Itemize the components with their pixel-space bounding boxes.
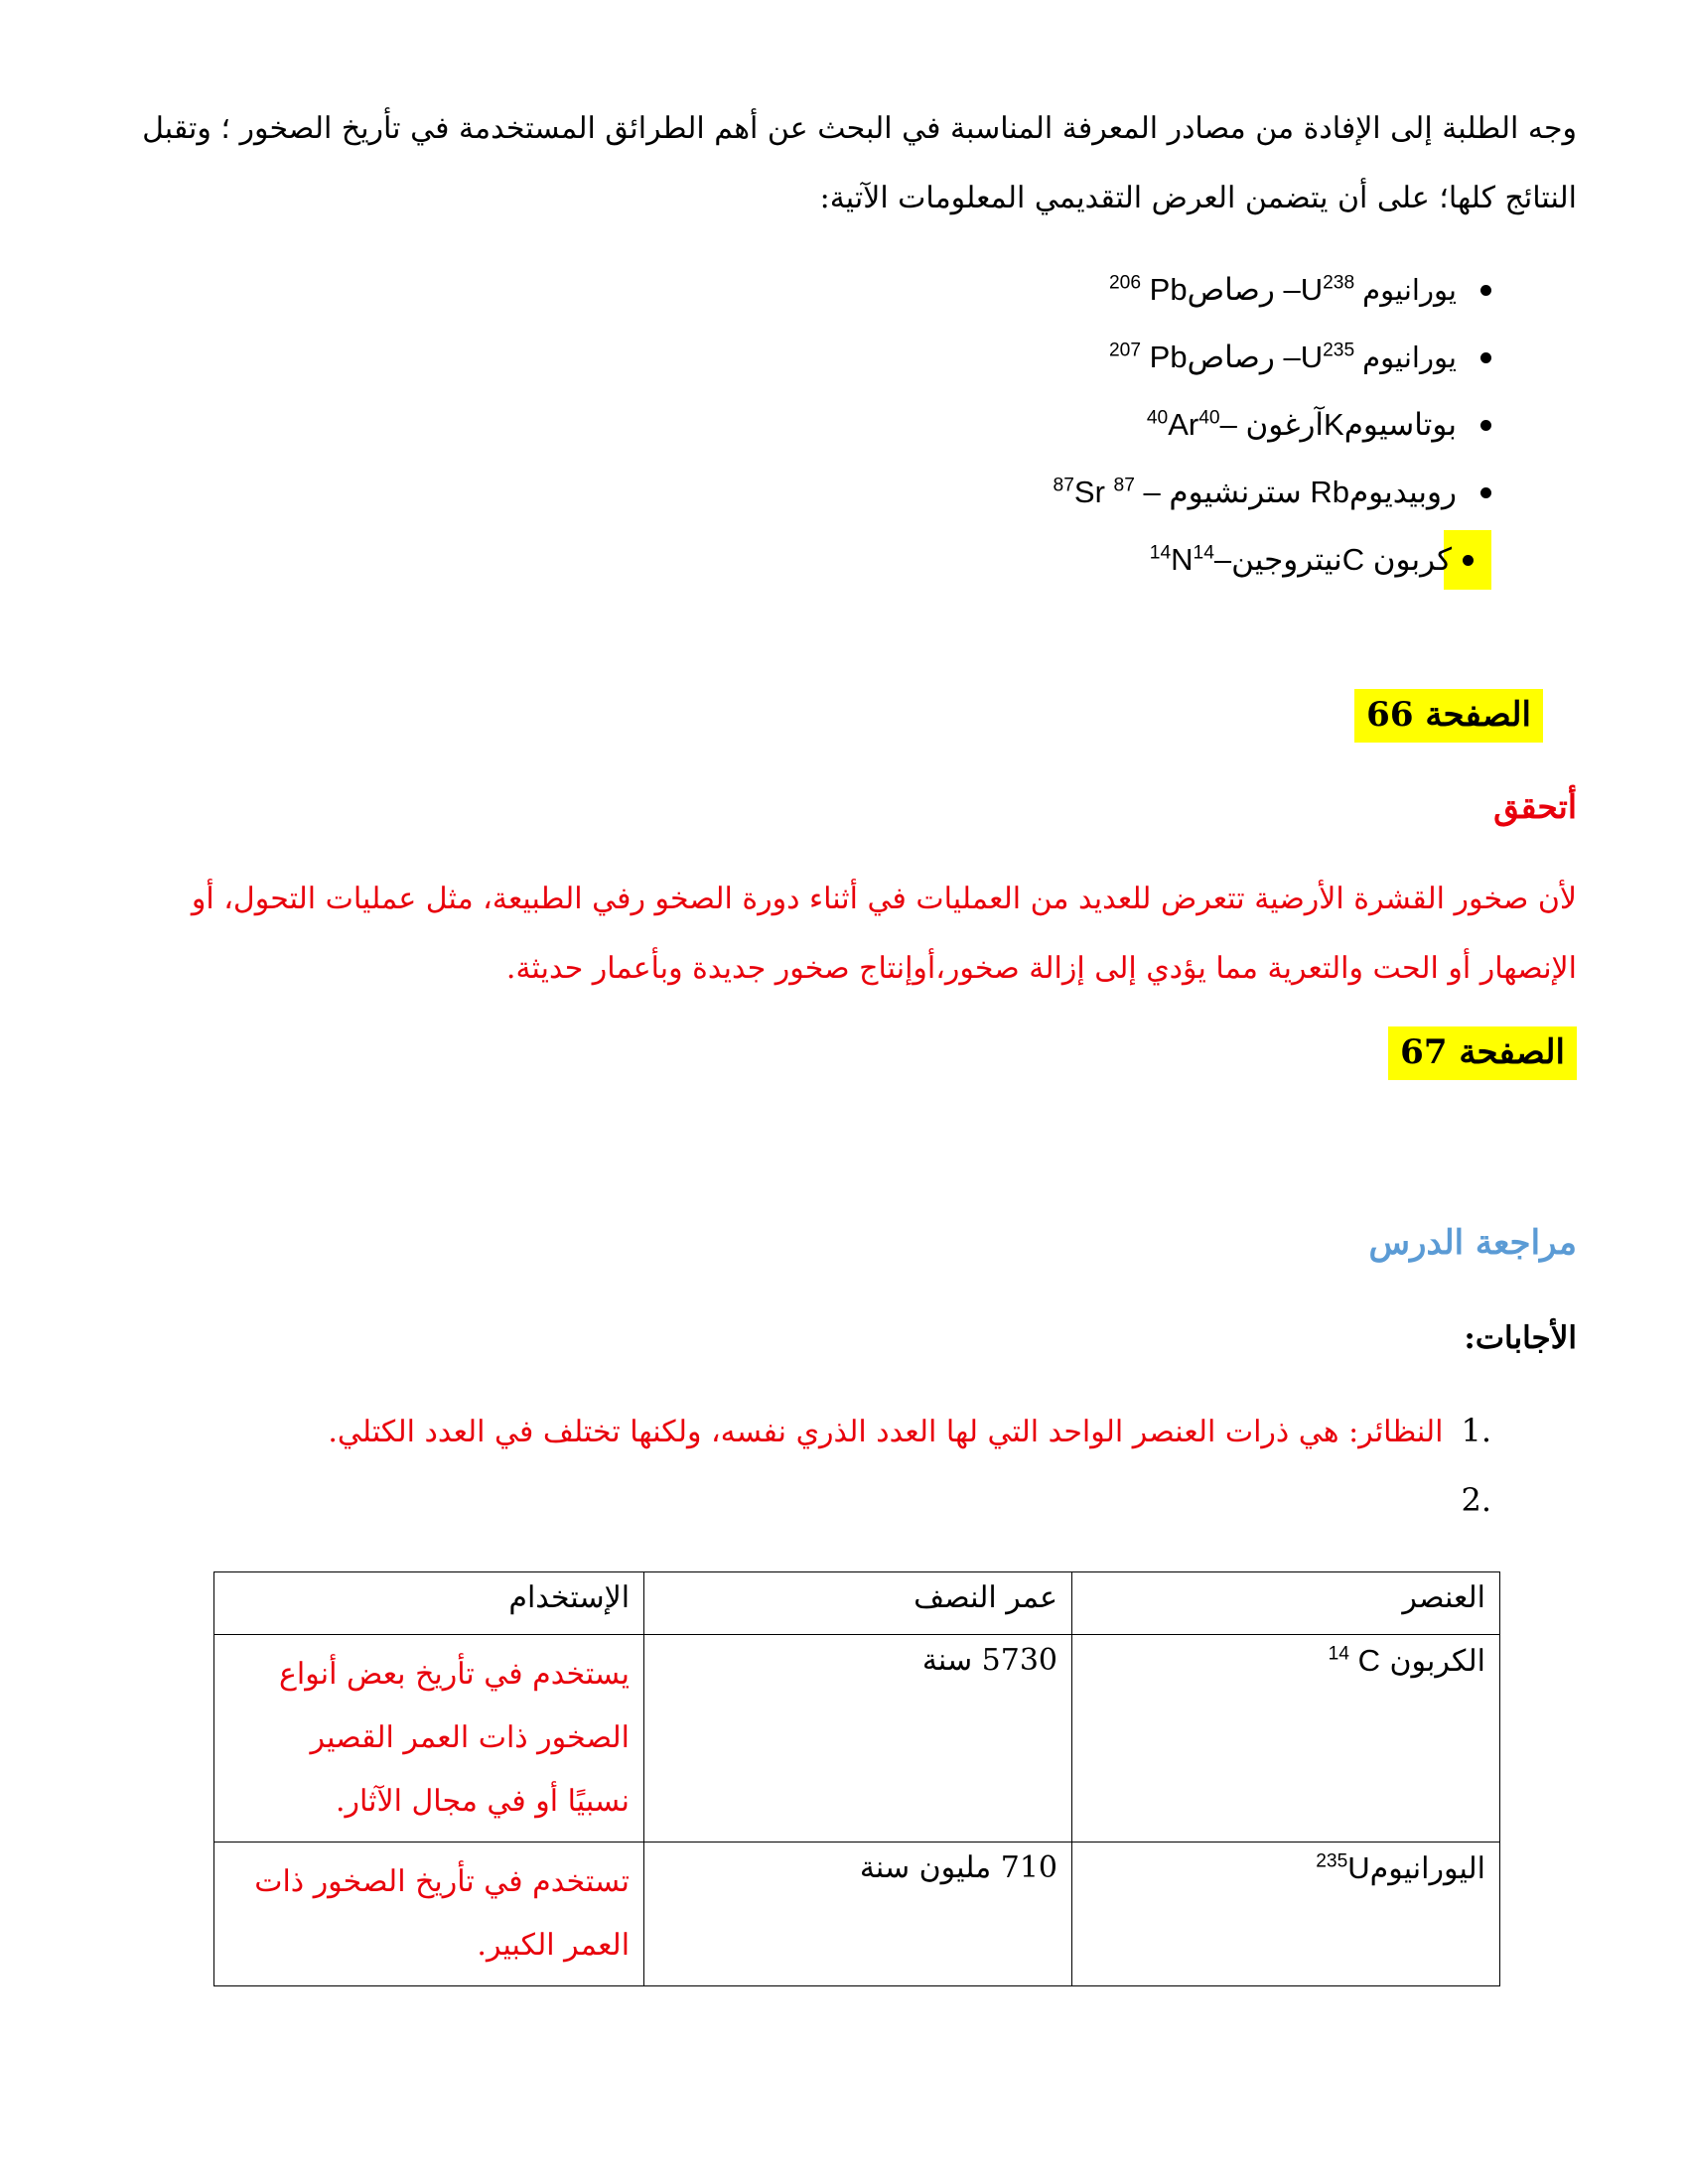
cell-element <box>1072 1843 1500 1986</box>
answer-text: النظائر: هي ذرات العنصر الواحد التي لها العدد الذري نفسه، ولكنها تختلف في العدد الكتلي. <box>328 1415 1444 1449</box>
review-heading: مراجعة الدرس <box>1368 1223 1577 1263</box>
parent-name: بوتاسيوم <box>1343 407 1457 443</box>
cell-half-life: 5730 سنة <box>644 1635 1072 1843</box>
cell-element <box>1072 1635 1500 1843</box>
daughter-symbol: Pb <box>1149 272 1188 307</box>
parent-symbol: U <box>1300 340 1324 374</box>
header-element: العنصر <box>1072 1572 1500 1635</box>
daughter-symbol: Pb <box>1149 340 1188 374</box>
answer-1 <box>328 1412 1491 1449</box>
daughter-name: آرغون <box>1245 407 1325 443</box>
daughter-symbol: Ar <box>1168 407 1199 442</box>
element-name: اليورانيوم <box>1369 1851 1485 1886</box>
page-number-highlight: الصفحة 66 <box>1354 689 1543 743</box>
isotope-pair <box>1109 340 1354 375</box>
table-header-row <box>214 1572 1500 1635</box>
parent-symbol: U <box>1300 272 1324 307</box>
isotope-pair <box>1054 475 1457 510</box>
daughter-mass: 207 <box>1109 340 1142 361</box>
daughter-symbol: N <box>1171 542 1194 577</box>
daughter-name: سترنشيوم <box>1169 475 1302 510</box>
list-item <box>796 459 1491 526</box>
table-row <box>214 1635 1500 1843</box>
bullet-icon <box>1463 555 1474 566</box>
parent-symbol: K <box>1324 407 1344 442</box>
cell-half-life: 710 مليون سنة <box>644 1843 1072 1986</box>
cell-use: تستخدم في تأريخ الصخور ذات العمر الكبير. <box>214 1843 644 1986</box>
parent-name: كربون <box>1372 542 1452 578</box>
list-item <box>796 256 1491 324</box>
page-66-marker <box>1354 695 1543 735</box>
page-67-marker <box>1388 1032 1577 1072</box>
answer-number: .1 <box>1461 1412 1491 1449</box>
isotope-pair <box>1147 407 1457 443</box>
parent-mass: 14 <box>1193 542 1214 564</box>
daughter-name: رصاص <box>1187 272 1275 308</box>
daughter-symbol: Sr <box>1073 475 1105 509</box>
list-item <box>796 391 1491 459</box>
header-use: الإستخدام <box>214 1572 644 1635</box>
separator: – <box>1213 542 1232 577</box>
intro-line-1: وجه الطلبة إلى الإفادة من مصادر المعرفة المناسبة في البحث عن أهم الطرائق المستخدمة في تأريخ الصخور ؛ وتقبل <box>142 111 1577 146</box>
daughter-name: رصاص <box>1187 340 1275 375</box>
daughter-name: نيتروجين <box>1231 542 1342 578</box>
separator: – <box>1219 407 1237 442</box>
intro-line-2: النتائج كلها؛ على أن يتضمن العرض التقديمي المعلومات الآتية: <box>819 181 1577 215</box>
isotope-pair <box>1109 272 1354 308</box>
parent-mass: 238 <box>1323 272 1355 294</box>
answer-2-number: .2 <box>1461 1481 1491 1519</box>
separator: – <box>1143 475 1161 509</box>
check-text-line-2: الإنصهار أو الحت والتعرية مما يؤدي إلى إزالة صخور،أوإنتاج صخور جديدة وبأعمار حديثة. <box>505 951 1577 986</box>
check-heading: أتحقق <box>1493 787 1577 826</box>
parent-mass: 40 <box>1198 407 1220 429</box>
parent-mass: 87 <box>1113 475 1135 496</box>
header-half-life: عمر النصف <box>644 1572 1072 1635</box>
answers-label: الأجابات: <box>1464 1320 1577 1356</box>
daughter-mass: 206 <box>1109 272 1142 294</box>
parent-symbol: C <box>1341 542 1365 577</box>
daughter-mass: 14 <box>1149 542 1172 564</box>
table-row <box>214 1843 1500 1986</box>
element-symbol: $^{235}$U <box>1316 1850 1370 1885</box>
element-symbol: $^{14}$ C <box>1328 1643 1380 1678</box>
cell-use: يستخدم في تأريخ بعض أنواع الصخور ذات العمر القصير نسبيًا أو في مجال الآثار. <box>214 1635 644 1843</box>
separator: – <box>1283 272 1301 307</box>
element-name: الكربون <box>1389 1644 1485 1679</box>
parent-name: يورانيوم <box>1362 273 1457 307</box>
daughter-mass: 87 <box>1053 475 1074 496</box>
daughter-mass: 40 <box>1146 407 1169 429</box>
bullet-icon <box>1480 487 1491 498</box>
bullet-icon <box>1480 285 1491 296</box>
isotopes-table <box>213 1571 1500 1986</box>
parent-name: روبيديوم <box>1348 475 1457 510</box>
isotope-pairs-list <box>796 256 1491 594</box>
parent-name: يورانيوم <box>1362 341 1457 374</box>
page-number-highlight: الصفحة 67 <box>1388 1026 1577 1080</box>
parent-mass: 235 <box>1323 340 1355 361</box>
list-item <box>796 324 1491 391</box>
isotope-pair <box>1150 542 1452 578</box>
check-text-line-1: لأن صخور القشرة الأرضية تتعرض للعديد من العمليات في أثناء دورة الصخو رفي الطبيعة، مثل عمليات التحول، أو <box>191 882 1577 916</box>
bullet-icon <box>1480 420 1491 431</box>
parent-symbol: Rb <box>1310 475 1349 509</box>
separator: – <box>1283 340 1301 374</box>
bullet-icon <box>1480 352 1491 363</box>
list-item <box>796 526 1491 594</box>
